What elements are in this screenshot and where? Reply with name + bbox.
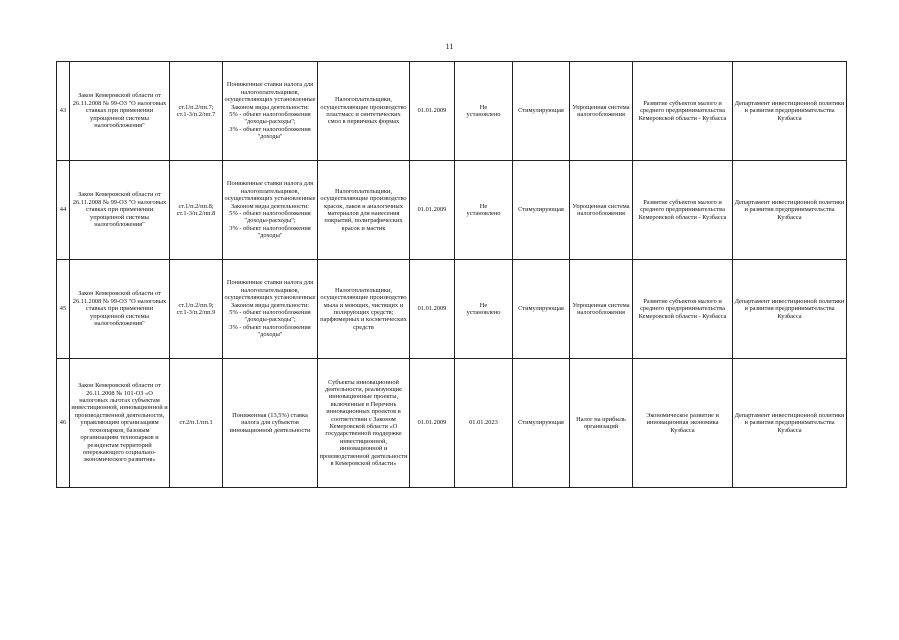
- goal-cell: Экономическое развитие и инновационная экономика Кузбасса: [633, 359, 733, 488]
- curator-cell: Департамент инвестиционной политики и развития предпринимательства Кузбасса: [733, 359, 847, 488]
- law-cell: Закон Кемеровской области от 26.11.2008 № 99-ОЗ "О налоговых ставках при применении упрощенной системы налогообложения": [70, 260, 170, 359]
- article-cell: ст.1/п.2/пп.8; ст.1-3/п.2/пп.8: [170, 161, 223, 260]
- category-cell: Налогоплательщики, осуществляющие производство пластмасс и синтетических смол в первичных формах: [318, 62, 410, 161]
- article-cell: ст.1/п.2/пп.9; ст.1-3/п.2/пп.9: [170, 260, 223, 359]
- category-cell: Субъекты инновационной деятельности, реализующие инновационные проекты, включенные в Перечень инновационных проектов в соответствии с Законом Кемеровской области «О государственной поддержке инвестиционной, инновационной и производственной деятельности в Кемеровской области»: [318, 359, 410, 488]
- type-cell: Стимулирующая: [513, 260, 570, 359]
- law-cell: Закон Кемеровской области от 26.11.2008 № 101-ОЗ «О налоговых льготах субъектам инвестиционной, инновационной и производственной деятельности, управляющим организациям технопарков, базовым организациям технопарков и резидентам территорий опережающего социально-экономического развития»: [70, 359, 170, 488]
- tax-benefits-table: [56, 61, 847, 488]
- article-cell: ст.2/п.1/пп.1: [170, 359, 223, 488]
- type-cell: Стимулирующая: [513, 161, 570, 260]
- table-row: [57, 260, 847, 359]
- law-cell: Закон Кемеровской области от 26.11.2008 № 99-ОЗ "О налоговых ставках при применении упрощенной системы налогообложения": [70, 62, 170, 161]
- end-date-cell: Не установлено: [455, 62, 513, 161]
- curator-cell: Департамент инвестиционной политики и развития предпринимательства Кузбасса: [733, 62, 847, 161]
- table-row: [57, 161, 847, 260]
- article-cell: ст.1/п.2/пп.7; ст.1-3/п.2/пп.7: [170, 62, 223, 161]
- curator-cell: Департамент инвестиционной политики и развития предпринимательства Кузбасса: [733, 161, 847, 260]
- end-date-cell: Не установлено: [455, 161, 513, 260]
- goal-cell: Развитие субъектов малого и среднего предпринимательства Кемеровской области - Кузбасса: [633, 260, 733, 359]
- row-number: 46: [57, 359, 70, 488]
- end-date-cell: 01.01.2023: [455, 359, 513, 488]
- end-date-cell: Не установлено: [455, 260, 513, 359]
- row-number: 44: [57, 161, 70, 260]
- tax-cell: Упрощенная система налогообложения: [570, 62, 633, 161]
- norm-cell: Пониженные ставки налога для налогоплательщиков, осуществляющих установленные Законом виды деятельности: 5% - объект налогообложения "доходы-расходы"; 3% - объект налогообложения "доходы": [223, 260, 318, 359]
- table-row: [57, 62, 847, 161]
- start-date-cell: 01.01.2009: [410, 161, 455, 260]
- type-cell: Стимулирующая: [513, 62, 570, 161]
- norm-cell: Пониженные ставки налога для налогоплательщиков, осуществляющих установленные Законом виды деятельности: 5% - объект налогообложения "доходы-расходы"; 3% - объект налогообложения "доходы": [223, 161, 318, 260]
- type-cell: Стимулирующая: [513, 359, 570, 488]
- norm-cell: Пониженные ставки налога для налогоплательщиков, осуществляющих установленные Законом виды деятельности: 5% - объект налогообложения "доходы-расходы"; 3% - объект налогообложения "доходы": [223, 62, 318, 161]
- start-date-cell: 01.01.2009: [410, 62, 455, 161]
- curator-cell: Департамент инвестиционной политики и развития предпринимательства Кузбасса: [733, 260, 847, 359]
- tax-cell: Упрощенная система налогообложения: [570, 260, 633, 359]
- norm-cell: Пониженная (13,5%) ставка налога для субъектов инновационной деятельности: [223, 359, 318, 488]
- goal-cell: Развитие субъектов малого и среднего предпринимательства Кемеровской области - Кузбасса: [633, 161, 733, 260]
- page-number: 11: [445, 42, 454, 51]
- category-cell: Налогоплательщики, осуществляющие производство красок, лаков и аналогичных материалов для нанесения покрытий, полиграфических красок и мастик: [318, 161, 410, 260]
- row-number: 43: [57, 62, 70, 161]
- goal-cell: Развитие субъектов малого и среднего предпринимательства Кемеровской области - Кузбасса: [633, 62, 733, 161]
- start-date-cell: 01.01.2009: [410, 359, 455, 488]
- law-cell: Закон Кемеровской области от 26.11.2008 № 99-ОЗ "О налоговых ставках при применении упрощенной системы налогообложения": [70, 161, 170, 260]
- tax-cell: Налог на прибыль организаций: [570, 359, 633, 488]
- tax-cell: Упрощенная система налогообложения: [570, 161, 633, 260]
- table-row: [57, 359, 847, 488]
- category-cell: Налогоплательщики, осуществляющие производство мыла и моющих, чистящих и полирующих средств; парфюмерных и косметических средств: [318, 260, 410, 359]
- row-number: 45: [57, 260, 70, 359]
- start-date-cell: 01.01.2009: [410, 260, 455, 359]
